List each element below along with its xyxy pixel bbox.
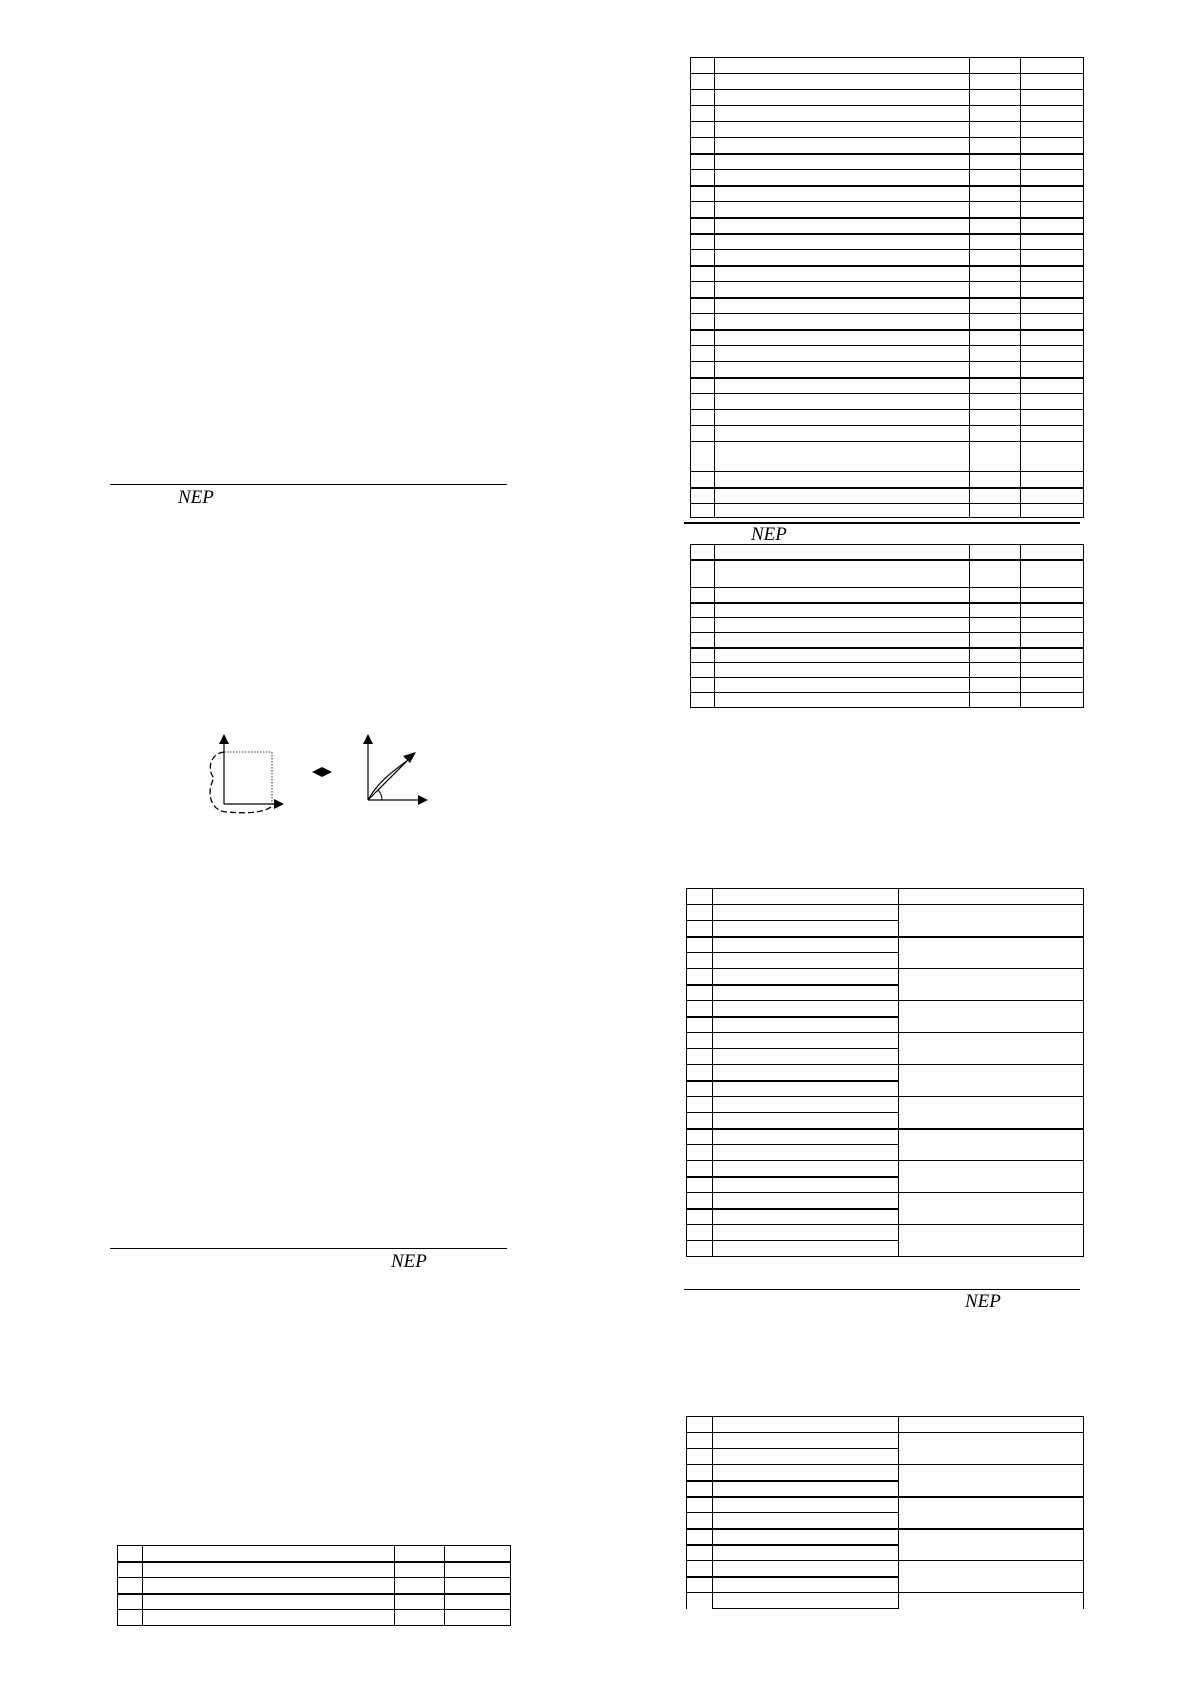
table-row [691,618,1084,633]
table-row [118,1562,511,1578]
table-row [687,937,1084,953]
left-lower-rule [110,1248,507,1249]
table-row [687,889,1084,905]
table-row [687,1465,1084,1481]
table-row [118,1610,511,1626]
table-row [691,426,1084,442]
table-row [691,138,1084,154]
table-row [687,1529,1084,1545]
left-axes [210,734,284,813]
table-row [118,1546,511,1562]
table-row [687,1417,1084,1433]
table-row [691,346,1084,362]
table-row [691,218,1084,234]
left-lower-nep-caption: NEP [391,1251,427,1272]
table-row [691,186,1084,202]
table-row [687,1097,1084,1113]
right-top-table [690,57,1084,518]
table-row [691,378,1084,394]
table-row [691,663,1084,678]
table-row [691,282,1084,298]
left-bottom-table [117,1545,511,1626]
table-row [691,298,1084,314]
table-row [691,693,1084,708]
table-row [691,58,1084,74]
table-row [691,472,1084,488]
right-upper-nep-caption: NEP [751,524,787,545]
right-lower-rule [684,1289,1080,1290]
right-merged-table-a [686,888,1084,1257]
right-lower-nep-caption: NEP [965,1291,1001,1312]
table-row [691,394,1084,410]
table-row [691,266,1084,282]
table-row [691,648,1084,663]
table-row [691,314,1084,330]
table-row [687,1033,1084,1049]
table-row [687,1593,1084,1609]
right-merged-table-b [686,1416,1084,1609]
table-row [691,234,1084,250]
table-row [691,410,1084,426]
table-row [691,330,1084,346]
table-row [691,74,1084,90]
table-row [691,560,1084,588]
table-row [691,488,1084,504]
vector-diagram [200,732,440,842]
table-row [118,1594,511,1610]
table-row [687,1161,1084,1177]
table-row [691,170,1084,186]
right-axes [363,734,428,805]
table-row [691,678,1084,693]
table-row [691,362,1084,378]
table-row [691,442,1084,472]
table-row [691,504,1084,518]
table-row [687,1129,1084,1145]
table-row [687,1225,1084,1241]
table-row [691,90,1084,106]
table-row [687,1433,1084,1449]
table-row [687,1193,1084,1209]
table-row [691,154,1084,170]
table-row [691,633,1084,648]
table-row [687,1561,1084,1577]
table-row [691,603,1084,618]
left-upper-nep-caption: NEP [178,487,214,508]
table-row [118,1578,511,1594]
table-row [687,1497,1084,1513]
right-upper-rule [684,522,1080,524]
table-row [691,545,1084,560]
table-row [691,588,1084,603]
table-row [691,122,1084,138]
table-row [691,106,1084,122]
table-row [687,969,1084,985]
left-upper-rule [110,484,507,485]
diamond-arrow-icon [312,767,332,777]
right-nep-table [690,544,1084,708]
table-row [691,250,1084,266]
table-row [687,905,1084,921]
table-row [691,202,1084,218]
table-row [687,1065,1084,1081]
table-row [687,1001,1084,1017]
